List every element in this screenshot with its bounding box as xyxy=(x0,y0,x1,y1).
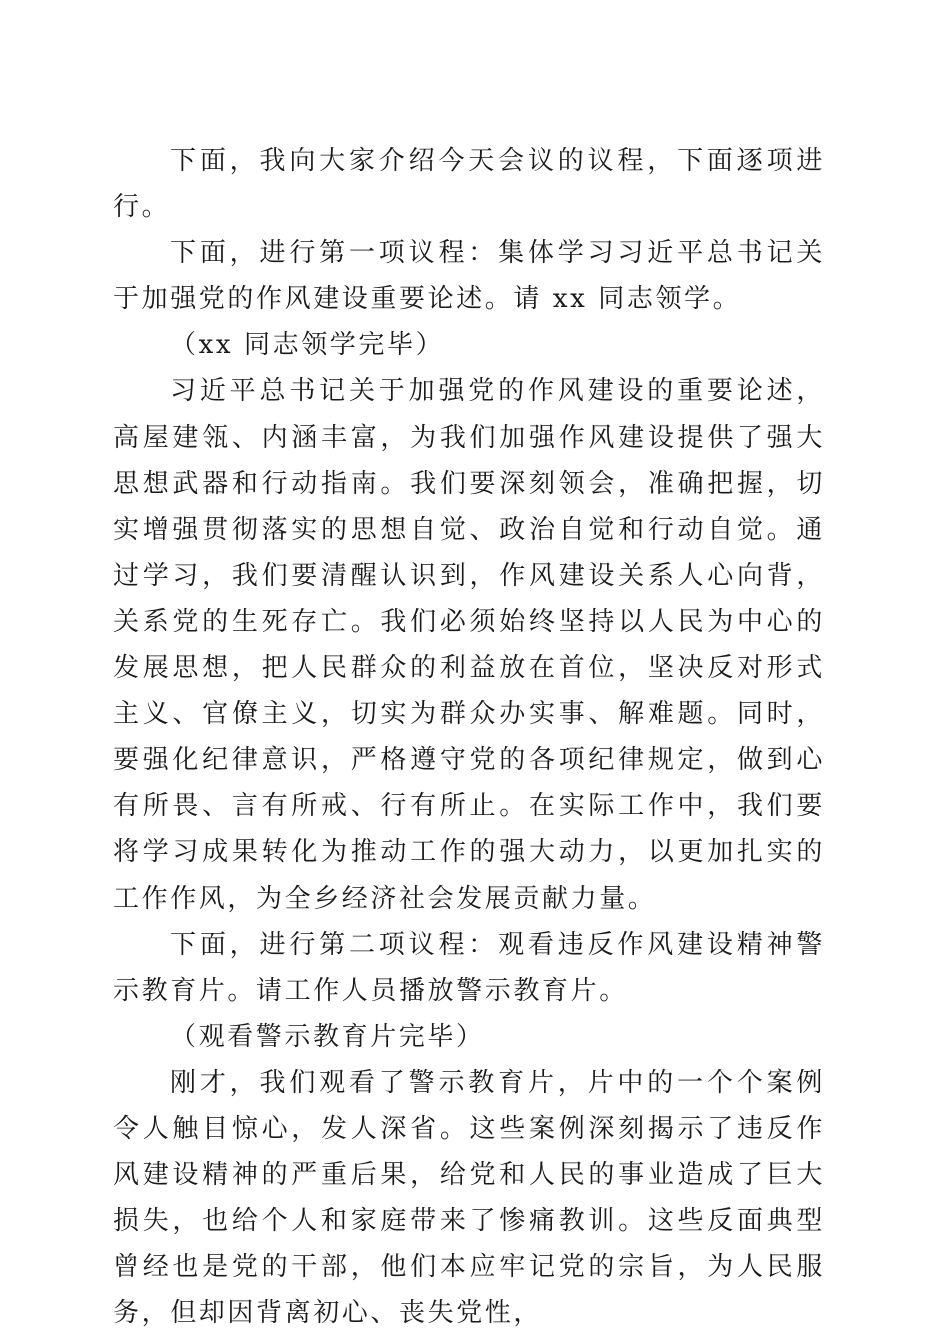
paragraph-agenda-intro: 下面，我向大家介绍今天会议的议程，下面逐项进行。 xyxy=(113,146,825,223)
paragraph-agenda-item-1: 下面，进行第一项议程：集体学习习近平总书记关于加强党的作风建设重要论述。请 xx 同志领学。 xyxy=(113,238,825,315)
paragraph-note-video-done: （观看警示教育片完毕） xyxy=(170,1021,485,1052)
paragraph-study-summary: 习近平总书记关于加强党的作风建设的重要论述，高屋建瓴、内涵丰富，为我们加强作风建设提供了强大思想武器和行动指南。我们要深刻领会，准确把握，切实增强贯彻落实的思想自觉、政治自觉和行动自觉。通过学习，我们要清醒认识到，作风建设关系人心向背，关系党的生死存亡。我们必须始终坚持以人民为中心的发展思想，把人民群众的利益放在首位，坚决反对形式主义、官僚主义，切实为群众办实事、解难题。同时，要强化纪律意识，严格遵守党的各项纪律规定，做到心有所畏、言有所戒、行有所止。在实际工作中，我们要将学习成果转化为推动工作的强大动力，以更加扎实的工作作风，为全乡经济社会发展贡献力量。 xyxy=(113,376,825,914)
paragraph-agenda-item-2: 下面，进行第二项议程：观看违反作风建设精神警示教育片。请工作人员播放警示教育片。 xyxy=(113,929,825,1006)
paragraph-note-study-done: （xx 同志领学完毕） xyxy=(170,330,445,361)
document-body xyxy=(113,138,825,1336)
paragraph-video-reflection: 刚才，我们观看了警示教育片，片中的一个个案例令人触目惊心，发人深省。这些案例深刻揭示了违反作风建设精神的严重后果，给党和人民的事业造成了巨大损失，也给个人和家庭带来了惨痛教训。这些反面典型曾经也是党的干部，他们本应牢记党的宗旨，为人民服务，但却因背离初心、丧失党性， xyxy=(113,1067,825,1329)
